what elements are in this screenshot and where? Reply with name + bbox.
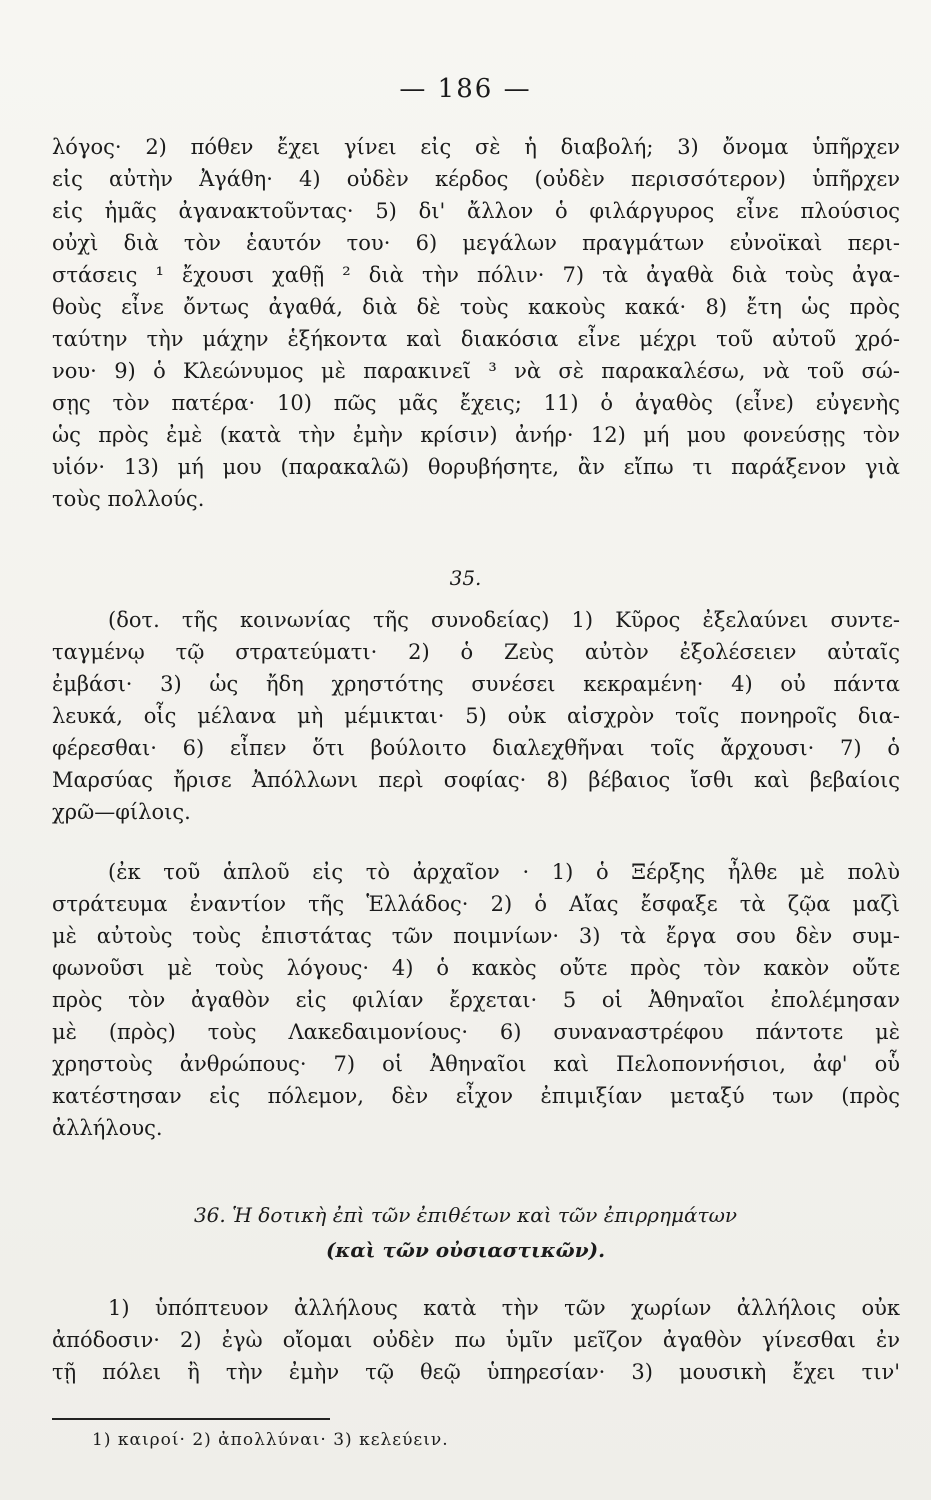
page-number: — 186 —	[399, 74, 532, 104]
text-line: κατέστησαν εἰς πόλεμον, δὲν εἶχον ἐπιμιξίαν μεταξύ των (πρὸς	[52, 1084, 900, 1108]
text-line: πρὸς τὸν ἀγαθὸν εἰς φιλίαν ἔρχεται· 5 οἱ Ἀθηναῖοι ἐπολέμησαν	[52, 988, 900, 1012]
footnote-divider	[52, 1418, 330, 1420]
text-line: οὐχὶ διὰ τὸν ἑαυτόν του· 6) μεγάλων πραγμάτων εὐνοϊκαὶ περι-	[52, 231, 900, 255]
text-line: υἱόν· 13) μή μου (παρακαλῶ) θορυβήσητε, ἂν εἴπω τι παράξενον γιὰ	[52, 455, 900, 479]
text-line: τῇ πόλει ἢ τὴν ἐμὴν τῷ θεῷ ὑπηρεσίαν· 3) μουσικὴ ἔχει τιν'	[52, 1360, 900, 1384]
section-36-text	[52, 1292, 900, 1388]
text-line: χρῶ—φίλοις.	[52, 800, 191, 824]
section-36-heading: 36. Ἡ δοτικὴ ἐπὶ τῶν ἐπιθέτων καὶ τῶν ἐπιρρημάτων	[193, 1203, 738, 1227]
text-line: φέρεσθαι· 6) εἶπεν ὅτι βούλοιτο διαλεχθῆναι τοῖς ἄρχουσι· 7) ὁ	[52, 736, 900, 760]
text-line: φωνοῦσι μὲ τοὺς λόγους· 4) ὁ κακὸς οὔτε πρὸς τὸν κακὸν οὔτε	[52, 956, 900, 980]
text-line: στάσεις ¹ ἔχουσι χαθῇ ² διὰ τὴν πόλιν· 7) τὰ ἀγαθὰ διὰ τοὺς ἀγα-	[52, 263, 900, 287]
section-35-paragraph-2	[52, 856, 900, 1144]
text-line: εἰς ἡμᾶς ἀγανακτοῦντας· 5) δι' ἄλλον ὁ φιλάργυρος εἶνε πλούσιος	[52, 199, 900, 223]
text-line: 1) ὑπόπτευον ἀλλήλους κατὰ τὴν τῶν χωρίων ἀλλήλοις οὐκ	[108, 1296, 900, 1320]
section-36-subheading: (καὶ τῶν οὐσιαστικῶν).	[325, 1238, 606, 1262]
text-line: μὲ (πρὸς) τοὺς Λακεδαιμονίους· 6) συναναστρέφου πάντοτε μὲ	[52, 1020, 900, 1044]
text-line: χρηστοὺς ἀνθρώπους· 7) οἱ Ἀθηναῖοι καὶ Πελοποννήσιοι, ἀφ' οὗ	[52, 1052, 900, 1076]
text-line: Μαρσύας ἤρισε Ἀπόλλωνι περὶ σοφίας· 8) βέβαιος ἴσθι καὶ βεβαίοις	[52, 768, 900, 792]
text-line: στράτευμα ἐναντίον τῆς Ἑλλάδος· 2) ὁ Αἴας ἔσφαξε τὰ ζῷα μαζὶ	[52, 892, 900, 916]
text-line: (δοτ. τῆς κοινωνίας τῆς συνοδείας) 1) Κῦρος ἐξελαύνει συντε-	[108, 608, 900, 632]
section-35-paragraph-1	[52, 604, 900, 828]
text-line: λευκά, οἷς μέλανα μὴ μέμικται· 5) οὐκ αἰσχρὸν τοῖς πονηροῖς δια-	[52, 704, 900, 728]
text-line: ἐμβάσι· 3) ὡς ἤδη χρηστότης συνέσει κεκραμένη· 4) οὐ πάντα	[52, 672, 900, 696]
footnotes: 1) καιροί· 2) ἀπολλύναι· 3) κελεύειν.	[92, 1430, 449, 1450]
text-line: μὲ αὐτοὺς τοὺς ἐπιστάτας τῶν ποιμνίων· 3) τὰ ἔργα σου δὲν συμ-	[52, 924, 900, 948]
text-line: σῃς τὸν πατέρα· 10) πῶς μᾶς ἔχεις; 11) ὁ ἀγαθὸς (εἶνε) εὐγενὴς	[52, 391, 900, 415]
text-line: εἰς αὐτὴν Ἀγάθη· 4) οὐδὲν κέρδος (οὐδὲν περισσότερον) ὑπῆρχεν	[52, 167, 900, 191]
section-34-text	[52, 131, 900, 515]
text-line: λόγος· 2) πόθεν ἔχει γίνει εἰς σὲ ἡ διαβολή; 3) ὄνομα ὑπῆρχεν	[52, 135, 900, 159]
text-line: θοὺς εἶνε ὄντως ἀγαθά, διὰ δὲ τοὺς κακοὺς κακά· 8) ἔτη ὡς πρὸς	[52, 295, 900, 319]
text-line: ἀπόδοσιν· 2) ἐγὼ οἴομαι οὐδὲν πω ὑμῖν μεῖζον ἀγαθὸν γίνεσθαι ἐν	[52, 1328, 900, 1352]
text-line: ὡς πρὸς ἐμὲ (κατὰ τὴν ἐμὴν κρίσιν) ἀνήρ· 12) μή μου φονεύσῃς τὸν	[52, 423, 900, 447]
section-35-heading: 35.	[449, 566, 482, 590]
text-line: ταύτην τὴν μάχην ἑξήκοντα καὶ διακόσια εἶνε μέχρι τοῦ αὐτοῦ χρό-	[52, 327, 900, 351]
text-line: ταγμένῳ τῷ στρατεύματι· 2) ὁ Ζεὺς αὐτὸν ἐξολέσειεν αὐταῖς	[52, 640, 900, 664]
text-line: νου· 9) ὁ Κλεώνυμος μὲ παρακινεῖ ³ νὰ σὲ παρακαλέσω, νὰ τοῦ σώ-	[52, 359, 900, 383]
text-line: τοὺς πολλούς.	[52, 487, 205, 511]
text-line: ἀλλήλους.	[52, 1116, 163, 1140]
text-line: (ἐκ τοῦ ἁπλοῦ εἰς τὸ ἀρχαῖον · 1) ὁ Ξέρξης ἦλθε μὲ πολὺ	[108, 860, 900, 884]
